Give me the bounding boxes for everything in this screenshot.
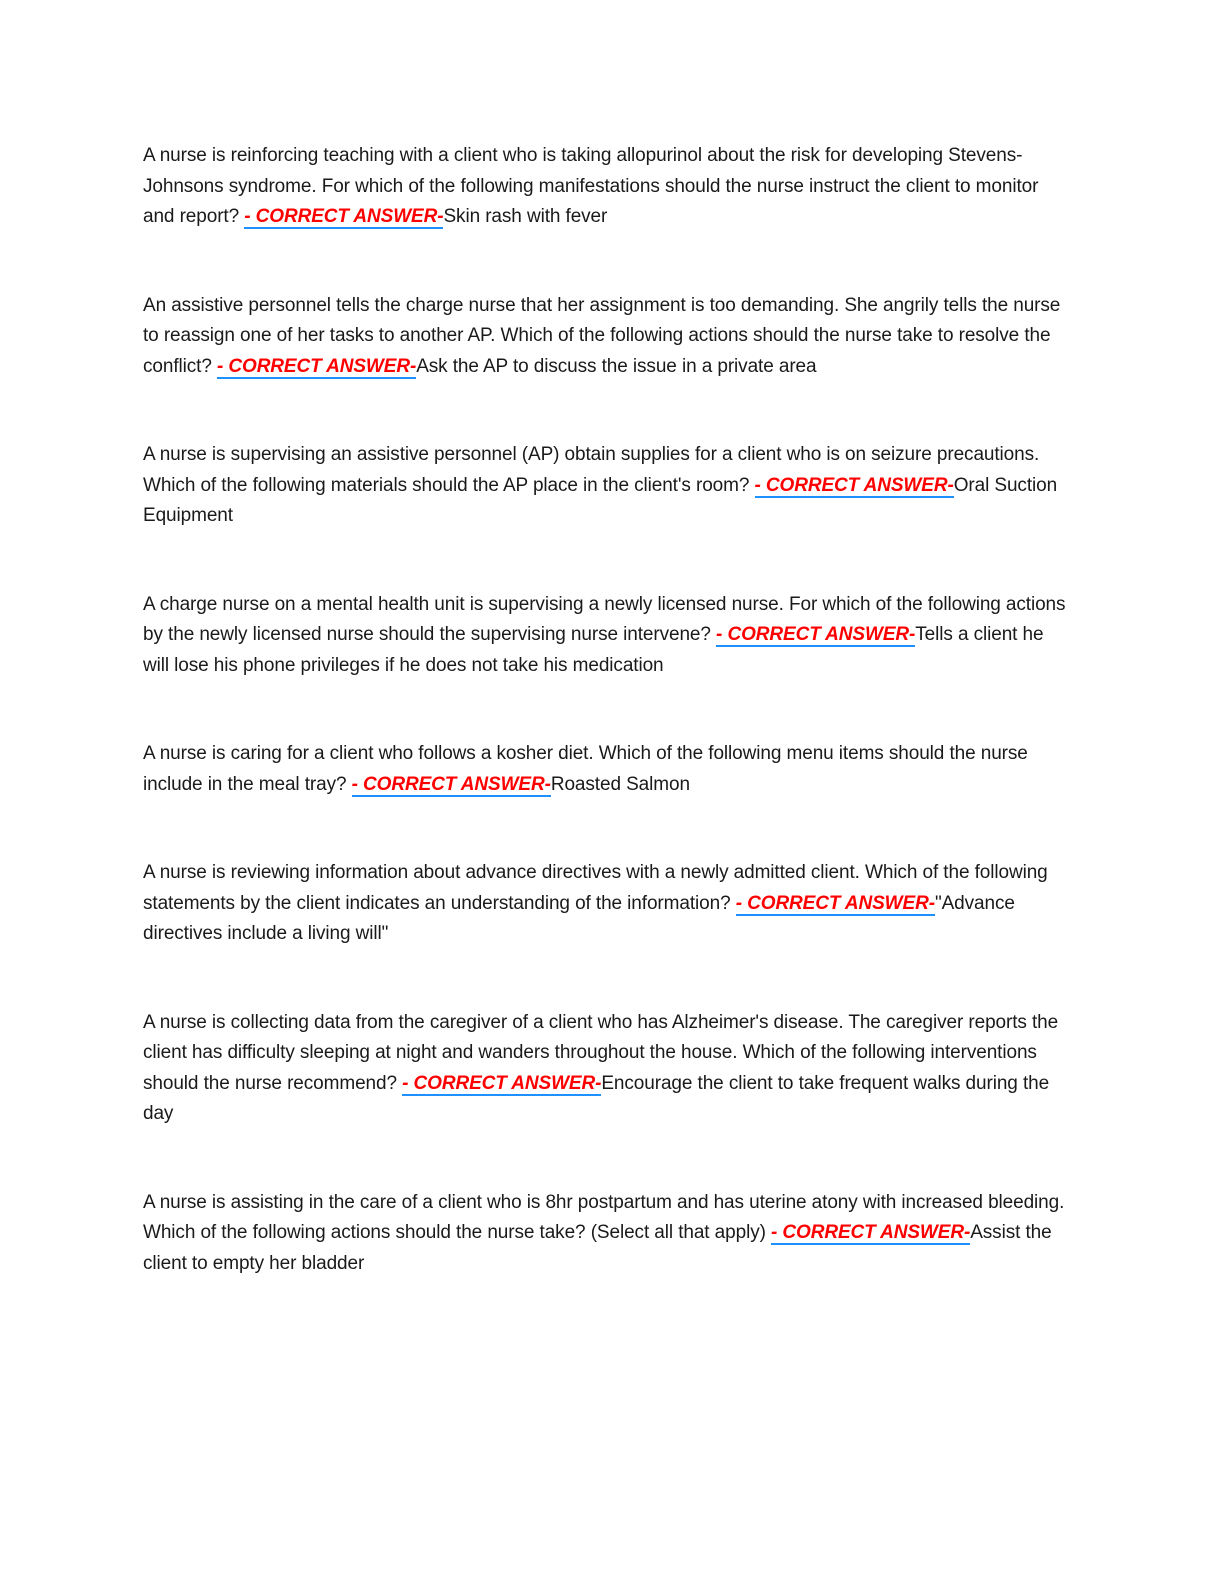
question-text: A nurse is reinforcing teaching with a client who is taking allopurinol about the risk for developing Stevens-Johnsons syndrome. For which of the following manifestations should the nurse instruct the client to monitor and report? bbox=[143, 145, 1039, 227]
qa-item bbox=[143, 858, 1073, 950]
correct-answer-marker: - CORRECT ANSWER- bbox=[771, 1222, 971, 1243]
question-text: An assistive personnel tells the charge nurse that her assignment is too demanding. She angrily tells the nurse to reassign one of her tasks to another AP. Which of the following actions should the nurse take to resolve the conflict? bbox=[143, 294, 1061, 377]
correct-answer-marker: - CORRECT ANSWER- bbox=[402, 1072, 602, 1094]
answer-text: Roasted Salmon bbox=[550, 773, 690, 795]
qa-item bbox=[143, 590, 1073, 682]
question-text: A nurse is supervising an assistive personnel (AP) obtain supplies for a client who is on seizure precautions. Which of the following materials should the AP place in the client's room? bbox=[143, 444, 1040, 496]
qa-item bbox=[143, 141, 1073, 233]
answer-text: Oral Suction Equipment bbox=[143, 474, 1058, 526]
correct-answer-marker: - CORRECT ANSWER- bbox=[716, 624, 916, 645]
question-text: A nurse is reviewing information about advance directives with a newly admitted client. Which of the following statements by the client indicates an understanding of the information? bbox=[143, 862, 1048, 914]
answer-text: Skin rash with fever bbox=[443, 206, 608, 227]
qa-item bbox=[143, 1188, 1073, 1280]
question-text: A nurse is collecting data from the caregiver of a client who has Alzheimer's disease. The caregiver reports the client has difficulty sleeping at night and wanders throughout the house. Which of the following interventions should the nurse recommend? bbox=[143, 1011, 1059, 1094]
qa-item bbox=[143, 1008, 1073, 1130]
answer-text: "Advance directives include a living will" bbox=[143, 892, 1015, 944]
correct-answer-marker: - CORRECT ANSWER- bbox=[216, 355, 417, 377]
correct-answer-marker: - CORRECT ANSWER- bbox=[735, 892, 935, 914]
correct-answer-marker: - CORRECT ANSWER- bbox=[244, 206, 444, 227]
answer-text: Ask the AP to discuss the issue in a private area bbox=[416, 355, 817, 377]
qa-item bbox=[143, 291, 1073, 383]
question-text: A nurse is assisting in the care of a client who is 8hr postpartum and has uterine atony with increased bleeding. Which of the following actions should the nurse take? (Select all that apply) bbox=[143, 1191, 1065, 1243]
correct-answer-marker: - CORRECT ANSWER- bbox=[351, 773, 551, 795]
answer-text: Tells a client he will lose his phone privileges if he does not take his medication bbox=[143, 624, 1044, 676]
answer-text: Assist the client to empty her bladder bbox=[143, 1222, 1052, 1274]
answer-text: Encourage the client to take frequent walks during the day bbox=[143, 1072, 1050, 1124]
correct-answer-marker: - CORRECT ANSWER- bbox=[754, 474, 954, 496]
question-text: A nurse is caring for a client who follows a kosher diet. Which of the following menu items should the nurse include in the meal tray? bbox=[143, 743, 1028, 795]
qa-item bbox=[143, 440, 1073, 532]
qa-item bbox=[143, 739, 1073, 800]
qa-list bbox=[143, 141, 1073, 1337]
question-text: A charge nurse on a mental health unit is supervising a newly licensed nurse. For which of the following actions by the newly licensed nurse should the supervising nurse intervene? bbox=[143, 593, 1066, 645]
